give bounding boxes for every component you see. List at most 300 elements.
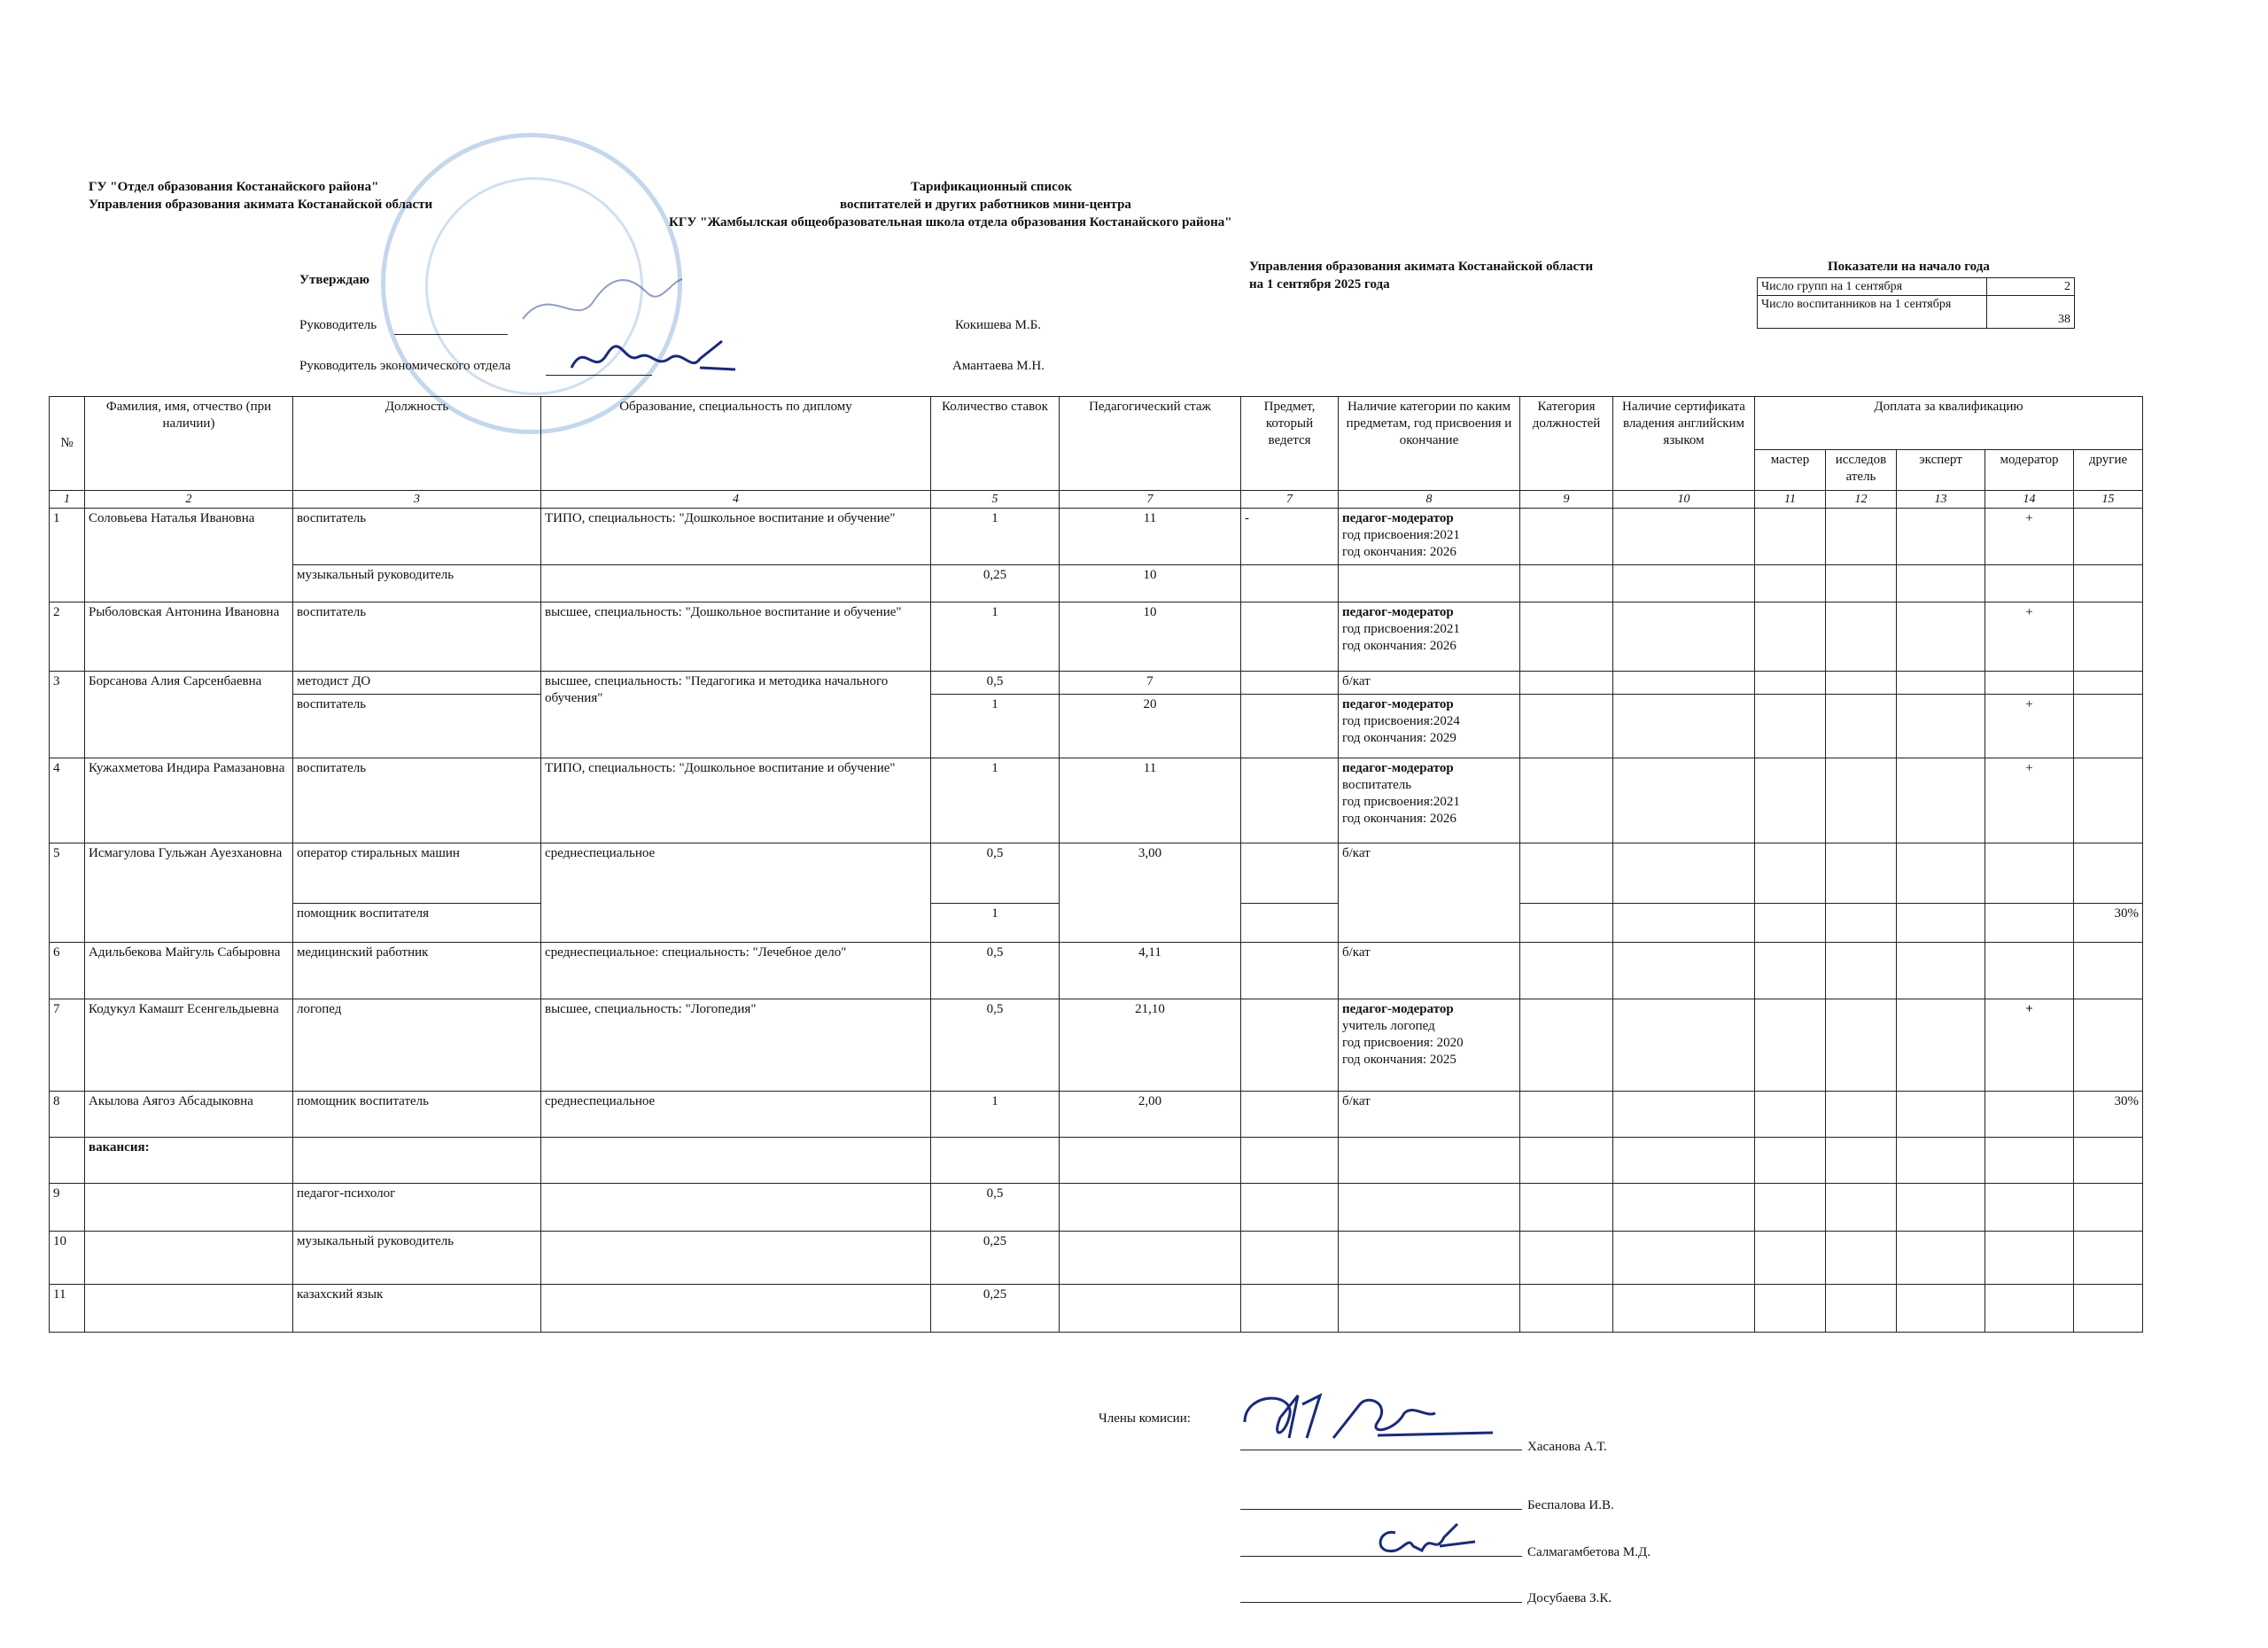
row-other <box>2074 1285 2143 1333</box>
row-education <box>541 1285 931 1333</box>
row-no: 7 <box>50 999 85 1092</box>
member-name: Салмагамбетова М.Д. <box>1527 1545 1651 1559</box>
row-researcher <box>1826 1184 1897 1232</box>
row-master <box>1755 1285 1826 1333</box>
indicators-table <box>1757 277 2075 329</box>
org-line-1: ГУ "Отдел образования Костанайского района" <box>89 180 379 194</box>
row-fio <box>85 1285 293 1333</box>
row-moderator <box>1985 1138 2074 1184</box>
row-exp: 21,10 <box>1060 999 1241 1092</box>
row-exp <box>1060 1138 1241 1184</box>
econ-label: Руководитель экономического отдела <box>299 359 511 373</box>
col-no: № <box>50 397 85 491</box>
category-line: год окончания: 2026 <box>1342 545 1456 559</box>
indicator-row <box>1758 278 2075 296</box>
row-subject: - <box>1241 509 1339 565</box>
row-other <box>2074 758 2143 843</box>
row-education: ТИПО, специальность: "Дошкольное воспитание и обучение" <box>541 509 931 565</box>
row-pos-category <box>1520 758 1613 843</box>
col-number: 11 <box>1755 491 1826 509</box>
row-position: оператор стиральных машин <box>293 843 541 904</box>
col-pos-category: Категория должностей <box>1520 397 1613 491</box>
signature-head <box>514 266 691 341</box>
indicator-value: 38 <box>1987 296 2075 329</box>
row-category: б/кат <box>1339 843 1520 943</box>
row-pos-category <box>1520 1138 1613 1184</box>
row-pos-category <box>1520 565 1613 602</box>
row-moderator: + <box>1985 758 2074 843</box>
row-education: среднеспециальное <box>541 1092 931 1138</box>
row-category <box>1339 1285 1520 1333</box>
vacancy-row <box>50 1232 2143 1285</box>
col-number: 14 <box>1985 491 2074 509</box>
row-other <box>2074 1138 2143 1184</box>
row-category: б/кат <box>1339 943 1520 999</box>
row-english <box>1613 602 1755 672</box>
row-exp: 7 <box>1060 672 1241 695</box>
row-pos-category <box>1520 695 1613 758</box>
member-sign-line <box>1240 1509 1522 1510</box>
row-rate: 1 <box>931 904 1060 943</box>
category-line: год окончания: 2026 <box>1342 812 1456 826</box>
row-researcher <box>1826 565 1897 602</box>
category-title: педагог-модератор <box>1342 605 1454 619</box>
row-researcher <box>1826 509 1897 565</box>
row-subject <box>1241 758 1339 843</box>
row-category <box>1339 999 1520 1092</box>
head-sign-line <box>394 334 508 335</box>
row-rate: 0,5 <box>931 999 1060 1092</box>
row-exp: 3,00 <box>1060 843 1241 943</box>
vacancy-row <box>50 1285 2143 1333</box>
col-number-row <box>50 491 2143 509</box>
row-rate: 1 <box>931 602 1060 672</box>
head-label: Руководитель <box>299 318 377 332</box>
row-pos-category <box>1520 943 1613 999</box>
head-name: Кокишева М.Б. <box>955 318 1042 332</box>
row-researcher <box>1826 1232 1897 1285</box>
row-category <box>1339 1184 1520 1232</box>
vacancy-label: вакансия: <box>85 1138 293 1184</box>
col-bonus: Доплата за квалификацию <box>1755 397 2143 450</box>
col-number: 3 <box>293 491 541 509</box>
row-pos-category <box>1520 999 1613 1092</box>
row-subject <box>1241 843 1339 904</box>
row-master <box>1755 904 1826 943</box>
row-fio: Исмагулова Гульжан Ауезхановна <box>85 843 293 943</box>
indicator-value: 2 <box>1987 278 2075 296</box>
vacancy-row <box>50 1184 2143 1232</box>
doc-subtitle: воспитателей и других работников мини-центра <box>840 198 1131 212</box>
row-other <box>2074 509 2143 565</box>
row-category: б/кат <box>1339 1092 1520 1138</box>
approve-label: Утверждаю <box>299 273 369 287</box>
date-line-2: на 1 сентября 2025 года <box>1249 277 1390 292</box>
row-other <box>2074 1232 2143 1285</box>
row-expert <box>1897 1184 1985 1232</box>
col-number: 7 <box>1241 491 1339 509</box>
indicators-title: Показатели на начало года <box>1828 260 1990 274</box>
row-moderator: + <box>1985 602 2074 672</box>
row-expert <box>1897 943 1985 999</box>
row-subject <box>1241 999 1339 1092</box>
row-master <box>1755 672 1826 695</box>
row-english <box>1613 1285 1755 1333</box>
signature-member-3 <box>1369 1520 1493 1568</box>
row-no: 10 <box>50 1232 85 1285</box>
col-number: 12 <box>1826 491 1897 509</box>
row-expert <box>1897 843 1985 904</box>
row-english <box>1613 1232 1755 1285</box>
col-master: мастер <box>1755 450 1826 491</box>
row-rate <box>931 1138 1060 1184</box>
row-researcher <box>1826 904 1897 943</box>
row-exp: 20 <box>1060 695 1241 758</box>
col-number: 9 <box>1520 491 1613 509</box>
row-position: логопед <box>293 999 541 1092</box>
row-exp: 10 <box>1060 565 1241 602</box>
row-no: 11 <box>50 1285 85 1333</box>
row-moderator: + <box>1985 695 2074 758</box>
row-other <box>2074 695 2143 758</box>
row-subject <box>1241 695 1339 758</box>
row-expert <box>1897 672 1985 695</box>
doc-title: Тарификационный список <box>911 180 1072 194</box>
row-english <box>1613 758 1755 843</box>
row-category <box>1339 602 1520 672</box>
row-pos-category <box>1520 1184 1613 1232</box>
row-exp <box>1060 1232 1241 1285</box>
table-row <box>50 509 2143 565</box>
category-title: педагог-модератор <box>1342 697 1454 711</box>
row-expert <box>1897 565 1985 602</box>
row-subject <box>1241 1184 1339 1232</box>
row-position: педагог-психолог <box>293 1184 541 1232</box>
row-master <box>1755 843 1826 904</box>
row-no: 5 <box>50 843 85 943</box>
row-master <box>1755 565 1826 602</box>
row-expert <box>1897 695 1985 758</box>
category-line: год окончания: 2025 <box>1342 1053 1456 1067</box>
row-education: высшее, специальность: "Дошкольное воспитание и обучение" <box>541 602 931 672</box>
member-name: Беспалова И.В. <box>1527 1498 1614 1512</box>
row-researcher <box>1826 758 1897 843</box>
table-row <box>50 565 2143 602</box>
row-other: 30% <box>2074 1092 2143 1138</box>
row-pos-category <box>1520 1092 1613 1138</box>
row-moderator <box>1985 565 2074 602</box>
row-other: 30% <box>2074 904 2143 943</box>
row-master <box>1755 999 1826 1092</box>
row-rate: 1 <box>931 758 1060 843</box>
row-researcher <box>1826 602 1897 672</box>
row-fio: Кодукул Камашт Есенгельдыевна <box>85 999 293 1092</box>
org-line-2: Управления образования акимата Костанайской области <box>89 198 433 212</box>
col-rate: Количество ставок <box>931 397 1060 491</box>
col-researcher: исследов атель <box>1826 450 1897 491</box>
row-subject <box>1241 565 1339 602</box>
row-other <box>2074 602 2143 672</box>
category-line: год окончания: 2029 <box>1342 731 1456 745</box>
col-fio: Фамилия, имя, отчество (при наличии) <box>85 397 293 491</box>
category-line: год присвоения: 2020 <box>1342 1036 1464 1050</box>
row-moderator: + <box>1985 999 2074 1092</box>
row-other <box>2074 672 2143 695</box>
row-master <box>1755 758 1826 843</box>
row-no: 2 <box>50 602 85 672</box>
row-category <box>1339 758 1520 843</box>
row-fio: Акылова Аягоз Абсадыковна <box>85 1092 293 1138</box>
col-position: Должность <box>293 397 541 491</box>
row-moderator <box>1985 1184 2074 1232</box>
row-expert <box>1897 509 1985 565</box>
col-number: 2 <box>85 491 293 509</box>
row-moderator: + <box>1985 509 2074 565</box>
tariff-table <box>49 396 2143 1333</box>
row-english <box>1613 1138 1755 1184</box>
row-english <box>1613 565 1755 602</box>
category-line: год присвоения:2021 <box>1342 622 1460 636</box>
row-researcher <box>1826 695 1897 758</box>
row-expert <box>1897 758 1985 843</box>
row-exp <box>1060 1184 1241 1232</box>
row-category <box>1339 695 1520 758</box>
col-experience: Педагогический стаж <box>1060 397 1241 491</box>
row-category <box>1339 1138 1520 1184</box>
commission-label: Члены комисии: <box>1099 1411 1191 1426</box>
col-number: 7 <box>1060 491 1241 509</box>
row-education: среднеспециальное: специальность: "Лечебное дело" <box>541 943 931 999</box>
row-no: 9 <box>50 1184 85 1232</box>
row-position: музыкальный руководитель <box>293 565 541 602</box>
row-master <box>1755 943 1826 999</box>
row-fio <box>85 1184 293 1232</box>
row-category <box>1339 565 1520 602</box>
row-no: 3 <box>50 672 85 758</box>
row-subject <box>1241 1285 1339 1333</box>
row-english <box>1613 509 1755 565</box>
col-number: 13 <box>1897 491 1985 509</box>
category-line: год присвоения:2021 <box>1342 528 1460 542</box>
row-rate: 0,5 <box>931 1184 1060 1232</box>
row-moderator <box>1985 672 2074 695</box>
row-exp: 11 <box>1060 758 1241 843</box>
row-master <box>1755 1138 1826 1184</box>
member-name: Досубаева З.К. <box>1527 1591 1612 1605</box>
row-master <box>1755 695 1826 758</box>
date-line-1: Управления образования акимата Костанайской области <box>1249 260 1594 274</box>
row-position: музыкальный руководитель <box>293 1232 541 1285</box>
row-other <box>2074 1184 2143 1232</box>
category-line: год присвоения:2021 <box>1342 795 1460 809</box>
signature-member-1 <box>1236 1387 1511 1453</box>
row-rate: 0,5 <box>931 943 1060 999</box>
row-english <box>1613 904 1755 943</box>
row-moderator <box>1985 904 2074 943</box>
row-researcher <box>1826 1285 1897 1333</box>
row-master <box>1755 1092 1826 1138</box>
col-english: Наличие сертификата владения английским языком <box>1613 397 1755 491</box>
row-other <box>2074 999 2143 1092</box>
col-number: 1 <box>50 491 85 509</box>
row-education <box>541 1184 931 1232</box>
row-fio: Адильбекова Майгуль Сабыровна <box>85 943 293 999</box>
row-position: медицинский работник <box>293 943 541 999</box>
indicator-label: Число групп на 1 сентября <box>1758 278 1987 296</box>
row-other <box>2074 943 2143 999</box>
row-fio: Рыболовская Антонина Ивановна <box>85 602 293 672</box>
row-rate: 1 <box>931 695 1060 758</box>
row-education: ТИПО, специальность: "Дошкольное воспитание и обучение" <box>541 758 931 843</box>
table-row <box>50 695 2143 758</box>
row-exp <box>1060 1285 1241 1333</box>
row-expert <box>1897 904 1985 943</box>
row-pos-category <box>1520 1232 1613 1285</box>
member-sign-line <box>1240 1556 1522 1557</box>
row-expert <box>1897 999 1985 1092</box>
row-pos-category <box>1520 1285 1613 1333</box>
row-subject <box>1241 1092 1339 1138</box>
indicator-row <box>1758 296 2075 329</box>
row-other <box>2074 843 2143 904</box>
row-researcher <box>1826 843 1897 904</box>
row-position <box>293 1138 541 1184</box>
row-researcher <box>1826 1138 1897 1184</box>
row-rate: 0,5 <box>931 672 1060 695</box>
row-english <box>1613 999 1755 1092</box>
row-position: воспитатель <box>293 602 541 672</box>
category-line: год присвоения:2024 <box>1342 714 1460 728</box>
row-fio <box>85 1232 293 1285</box>
col-number: 4 <box>541 491 931 509</box>
col-number: 15 <box>2074 491 2143 509</box>
table-row <box>50 602 2143 672</box>
row-exp: 2,00 <box>1060 1092 1241 1138</box>
row-no: 1 <box>50 509 85 602</box>
row-no: 8 <box>50 1092 85 1138</box>
row-expert <box>1897 1092 1985 1138</box>
row-subject <box>1241 904 1339 943</box>
col-number: 8 <box>1339 491 1520 509</box>
row-education <box>541 1138 931 1184</box>
row-expert <box>1897 1232 1985 1285</box>
row-position: воспитатель <box>293 695 541 758</box>
row-fio: Кужахметова Индира Рамазановна <box>85 758 293 843</box>
indicator-label: Число воспитанников на 1 сентября <box>1758 296 1987 329</box>
row-moderator <box>1985 1285 2074 1333</box>
category-line: учитель логопед <box>1342 1019 1435 1033</box>
row-position: методист ДО <box>293 672 541 695</box>
row-english <box>1613 1092 1755 1138</box>
table-row <box>50 999 2143 1092</box>
member-name: Хасанова А.Т. <box>1527 1440 1607 1454</box>
row-expert <box>1897 1285 1985 1333</box>
row-subject <box>1241 1138 1339 1184</box>
row-rate: 0,25 <box>931 1285 1060 1333</box>
econ-name: Амантаева М.Н. <box>952 359 1045 373</box>
row-education: высшее, специальность: "Логопедия" <box>541 999 931 1092</box>
row-no <box>50 1138 85 1184</box>
col-number: 5 <box>931 491 1060 509</box>
row-researcher <box>1826 999 1897 1092</box>
row-pos-category <box>1520 509 1613 565</box>
row-master <box>1755 602 1826 672</box>
row-master <box>1755 509 1826 565</box>
row-category <box>1339 509 1520 565</box>
row-education: высшее, специальность: "Педагогика и методика начального обучения" <box>541 672 931 758</box>
row-rate: 0,25 <box>931 565 1060 602</box>
table-row <box>50 758 2143 843</box>
row-position: помощник воспитатель <box>293 1092 541 1138</box>
vacancy-header-row <box>50 1138 2143 1184</box>
row-master <box>1755 1232 1826 1285</box>
header-row <box>50 397 2143 450</box>
row-position: казахский язык <box>293 1285 541 1333</box>
row-no: 4 <box>50 758 85 843</box>
row-moderator <box>1985 1092 2074 1138</box>
col-category: Наличие категории по каким предметам, год присвоения и окончание <box>1339 397 1520 491</box>
row-fio: Соловьева Наталья Ивановна <box>85 509 293 602</box>
school-name: КГУ "Жамбылская общеобразовательная школа отдела образования Костанайского района" <box>669 215 1232 229</box>
col-moderator: модератор <box>1985 450 2074 491</box>
row-pos-category <box>1520 672 1613 695</box>
row-rate: 0,25 <box>931 1232 1060 1285</box>
row-expert <box>1897 1138 1985 1184</box>
row-other <box>2074 565 2143 602</box>
row-researcher <box>1826 672 1897 695</box>
row-no: 6 <box>50 943 85 999</box>
table-row <box>50 843 2143 904</box>
table-row <box>50 1092 2143 1138</box>
col-other: другие <box>2074 450 2143 491</box>
category-title: педагог-модератор <box>1342 761 1454 775</box>
row-position: воспитатель <box>293 509 541 565</box>
category-line: год окончания: 2026 <box>1342 639 1456 653</box>
row-exp: 4,11 <box>1060 943 1241 999</box>
row-subject <box>1241 1232 1339 1285</box>
row-position: помощник воспитателя <box>293 904 541 943</box>
row-english <box>1613 843 1755 904</box>
row-pos-category <box>1520 843 1613 904</box>
row-subject <box>1241 943 1339 999</box>
row-subject <box>1241 602 1339 672</box>
row-pos-category <box>1520 904 1613 943</box>
row-english <box>1613 943 1755 999</box>
row-category: б/кат <box>1339 672 1520 695</box>
row-researcher <box>1826 1092 1897 1138</box>
col-education: Образование, специальность по диплому <box>541 397 931 491</box>
category-line: воспитатель <box>1342 778 1412 792</box>
row-fio: Борсанова Алия Сарсенбаевна <box>85 672 293 758</box>
table-row <box>50 672 2143 695</box>
row-english <box>1613 1184 1755 1232</box>
row-education <box>541 565 931 602</box>
row-exp: 10 <box>1060 602 1241 672</box>
row-exp: 11 <box>1060 509 1241 565</box>
row-english <box>1613 695 1755 758</box>
row-moderator <box>1985 943 2074 999</box>
row-pos-category <box>1520 602 1613 672</box>
table-row <box>50 943 2143 999</box>
row-english <box>1613 672 1755 695</box>
row-expert <box>1897 602 1985 672</box>
row-moderator <box>1985 843 2074 904</box>
col-number: 10 <box>1613 491 1755 509</box>
row-master <box>1755 1184 1826 1232</box>
col-expert: эксперт <box>1897 450 1985 491</box>
col-subject: Предмет, который ведется <box>1241 397 1339 491</box>
row-position: воспитатель <box>293 758 541 843</box>
